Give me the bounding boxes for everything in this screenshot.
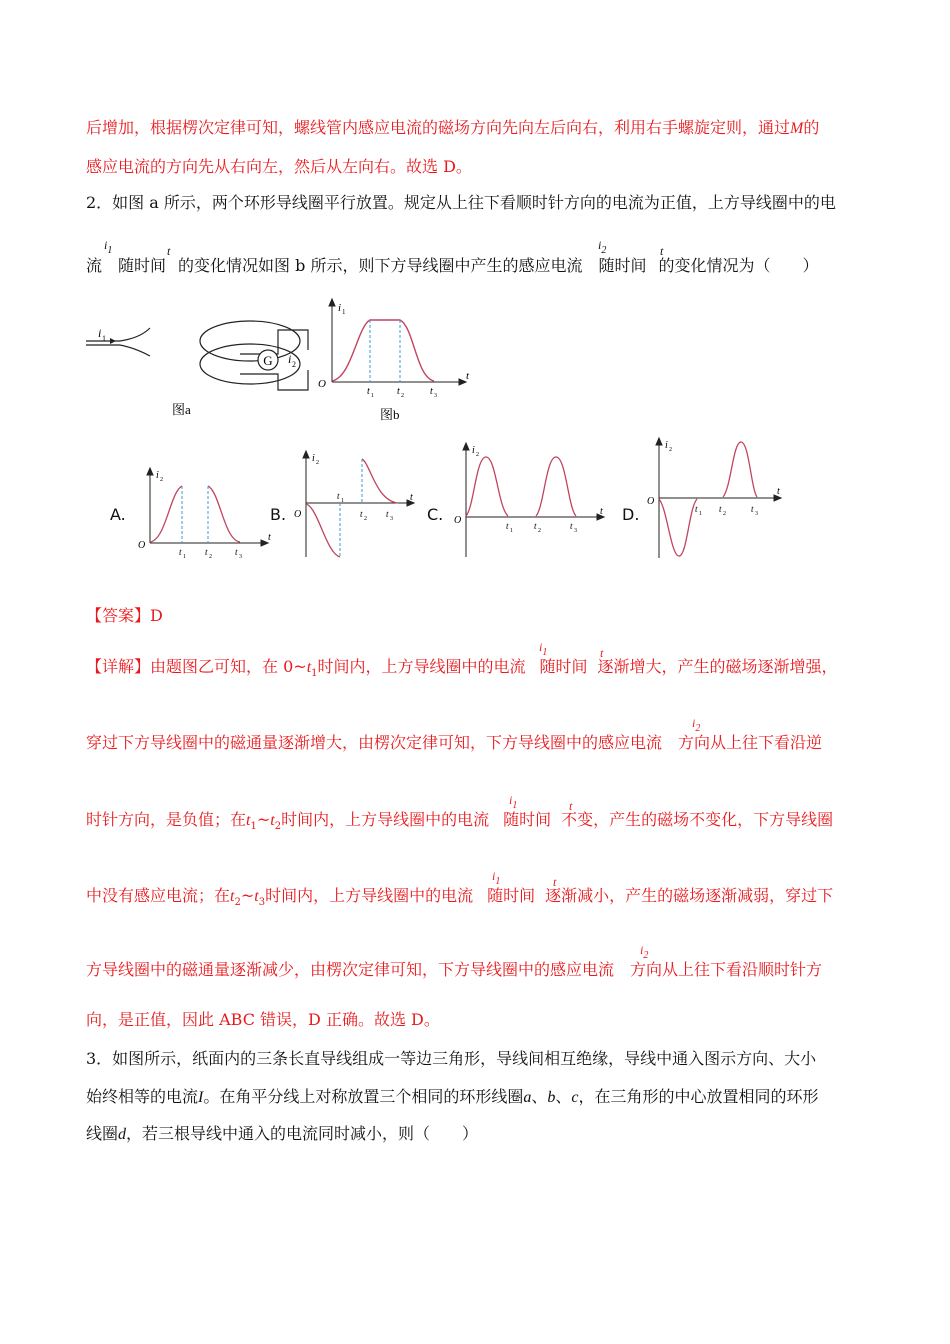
svg-text:t: t — [506, 521, 509, 531]
svg-text:2: 2 — [292, 360, 296, 369]
question-2-line-1: 2．如图 a 所示，两个环形导线圈平行放置。规定从上往下看顺时针方向的电流为正值，上方导线圈中的电 — [86, 193, 836, 212]
svg-text:O: O — [454, 515, 462, 526]
var-i1: $i_1$ — [509, 793, 518, 811]
var-t: t — [660, 244, 664, 258]
svg-text:2: 2 — [476, 452, 479, 458]
var-i1: $i_1$ — [492, 869, 501, 887]
svg-text:3: 3 — [574, 528, 577, 534]
option-c-label[interactable]: C. — [427, 505, 444, 524]
svg-text:t: t — [367, 386, 370, 397]
svg-text:1: 1 — [102, 334, 106, 343]
svg-text:1: 1 — [371, 393, 374, 399]
option-b-graph[interactable] — [292, 445, 422, 565]
question-3-line-1: 3．如图所示，纸面内的三条长直导线组成一等边三角形，导线间相互绝缘，导线中通入图示方向、大小 — [86, 1049, 817, 1068]
svg-text:t: t — [777, 486, 780, 497]
svg-text:3: 3 — [390, 516, 393, 522]
svg-text:图a: 图a — [172, 402, 191, 417]
svg-text:2: 2 — [364, 516, 367, 522]
svg-text:t: t — [430, 386, 433, 397]
explanation-line-2: 感应电流的方向先从右向左，然后从左向右。故选 D。 — [86, 157, 472, 176]
var-i2: $i_2$ — [692, 716, 701, 734]
svg-text:G: G — [263, 353, 273, 368]
var-i1: $i_1$ — [539, 640, 548, 658]
question-3-line-3: 线圈d，若三根导线中通入的电流同时减小，则（ ） — [86, 1124, 479, 1143]
svg-text:t: t — [534, 521, 537, 531]
option-a-label[interactable]: A. — [110, 505, 126, 524]
svg-text:图b: 图b — [380, 407, 400, 422]
question-3-line-2: 始终相等的电流I。在角平分线上对称放置三个相同的环形线圈a、b、c，在三角形的中心放置相同的环形 — [86, 1087, 819, 1106]
svg-text:t: t — [600, 506, 603, 517]
svg-text:2: 2 — [401, 393, 404, 399]
svg-text:1: 1 — [183, 554, 186, 560]
var-t: t — [167, 244, 171, 258]
svg-text:t: t — [570, 521, 573, 531]
svg-text:O: O — [294, 509, 302, 520]
svg-text:3: 3 — [239, 554, 242, 560]
svg-text:t: t — [205, 547, 208, 557]
svg-text:t: t — [360, 509, 363, 519]
svg-text:i: i — [665, 440, 668, 451]
question-2-line-2: 流 随时间 的变化情况如图 b 所示，则下方导线圈中产生的感应电流 随时间 的变化情况为（ ） — [86, 256, 819, 275]
detail-line-3: 时针方向，是负值；在$t_1\sim t_2$时间内，上方导线圈中的电流 随时间 不变，产生的磁场不变化，下方导线圈 — [86, 810, 834, 832]
option-a-graph[interactable] — [136, 462, 276, 562]
detail-line-1: 【详解】由题图乙可知，在 $0\sim t_1$时间内，上方导线圈中的电流 随时间 逐渐增大，产生的磁场逐渐增强， — [86, 657, 838, 679]
svg-text:2: 2 — [160, 477, 163, 483]
option-b-label[interactable]: B. — [270, 505, 287, 524]
detail-line-4: 中没有感应电流；在$t_2\sim t_3$时间内，上方导线圈中的电流 随时间 逐渐减小，产生的磁场逐渐减弱，穿过下 — [86, 886, 834, 908]
svg-text:i: i — [338, 302, 342, 314]
var-t: t — [569, 799, 573, 813]
svg-text:t: t — [386, 509, 389, 519]
svg-text:i: i — [288, 352, 292, 366]
svg-text:t: t — [719, 504, 722, 514]
svg-text:t: t — [337, 491, 340, 501]
svg-text:i: i — [98, 326, 102, 340]
option-d-label[interactable]: D. — [622, 505, 640, 524]
svg-text:2: 2 — [723, 511, 726, 517]
svg-text:1: 1 — [342, 308, 346, 316]
svg-text:3: 3 — [755, 511, 758, 517]
svg-text:1: 1 — [699, 511, 702, 517]
svg-text:1: 1 — [510, 528, 513, 534]
svg-text:i: i — [156, 470, 159, 481]
option-c-graph[interactable] — [452, 437, 612, 562]
detail-line-5: 方导线圈中的磁通量逐渐减少，由楞次定律可知，下方导线圈中的感应电流 方向从上往下看沿顺时针方 — [86, 960, 823, 979]
svg-text:t: t — [466, 370, 470, 382]
lower-coil — [200, 344, 300, 384]
detail-line-2: 穿过下方导线圈中的磁通量逐渐增大，由楞次定律可知，下方导线圈中的感应电流 方向从上往下看沿逆 — [86, 733, 823, 752]
svg-text:t: t — [410, 492, 413, 503]
var-i1: $i_1$ — [104, 238, 113, 256]
svg-text:2: 2 — [209, 554, 212, 560]
svg-text:1: 1 — [341, 498, 344, 504]
explanation-line-1: 后增加，根据楞次定律可知，螺线管内感应电流的磁场方向先向左后向右，利用右手螺旋定则，通过M的 — [86, 118, 820, 137]
svg-text:i: i — [312, 453, 315, 464]
svg-text:i: i — [472, 445, 475, 456]
svg-text:O: O — [647, 496, 655, 507]
svg-text:t: t — [695, 504, 698, 514]
svg-text:t: t — [268, 532, 271, 543]
figure-a — [80, 300, 310, 425]
svg-text:t: t — [235, 547, 238, 557]
svg-text:t: t — [179, 547, 182, 557]
var-i2: $i_2$ — [598, 238, 607, 256]
var-t: t — [553, 875, 557, 889]
svg-text:3: 3 — [434, 393, 437, 399]
detail-line-6: 向，是正值，因此 ABC 错误，D 正确。故选 D。 — [86, 1010, 440, 1029]
svg-text:2: 2 — [669, 447, 672, 453]
svg-text:t: t — [751, 504, 754, 514]
figure-b — [312, 297, 482, 427]
answer: 【答案】D — [86, 606, 163, 625]
svg-text:O: O — [138, 540, 146, 551]
svg-text:2: 2 — [538, 528, 541, 534]
svg-text:t: t — [397, 386, 400, 397]
option-d-graph[interactable] — [645, 432, 790, 562]
upper-coil — [200, 321, 300, 361]
var-i2: $i_2$ — [640, 943, 649, 961]
svg-text:2: 2 — [316, 460, 319, 466]
var-t: t — [600, 646, 604, 660]
svg-text:O: O — [318, 378, 326, 390]
